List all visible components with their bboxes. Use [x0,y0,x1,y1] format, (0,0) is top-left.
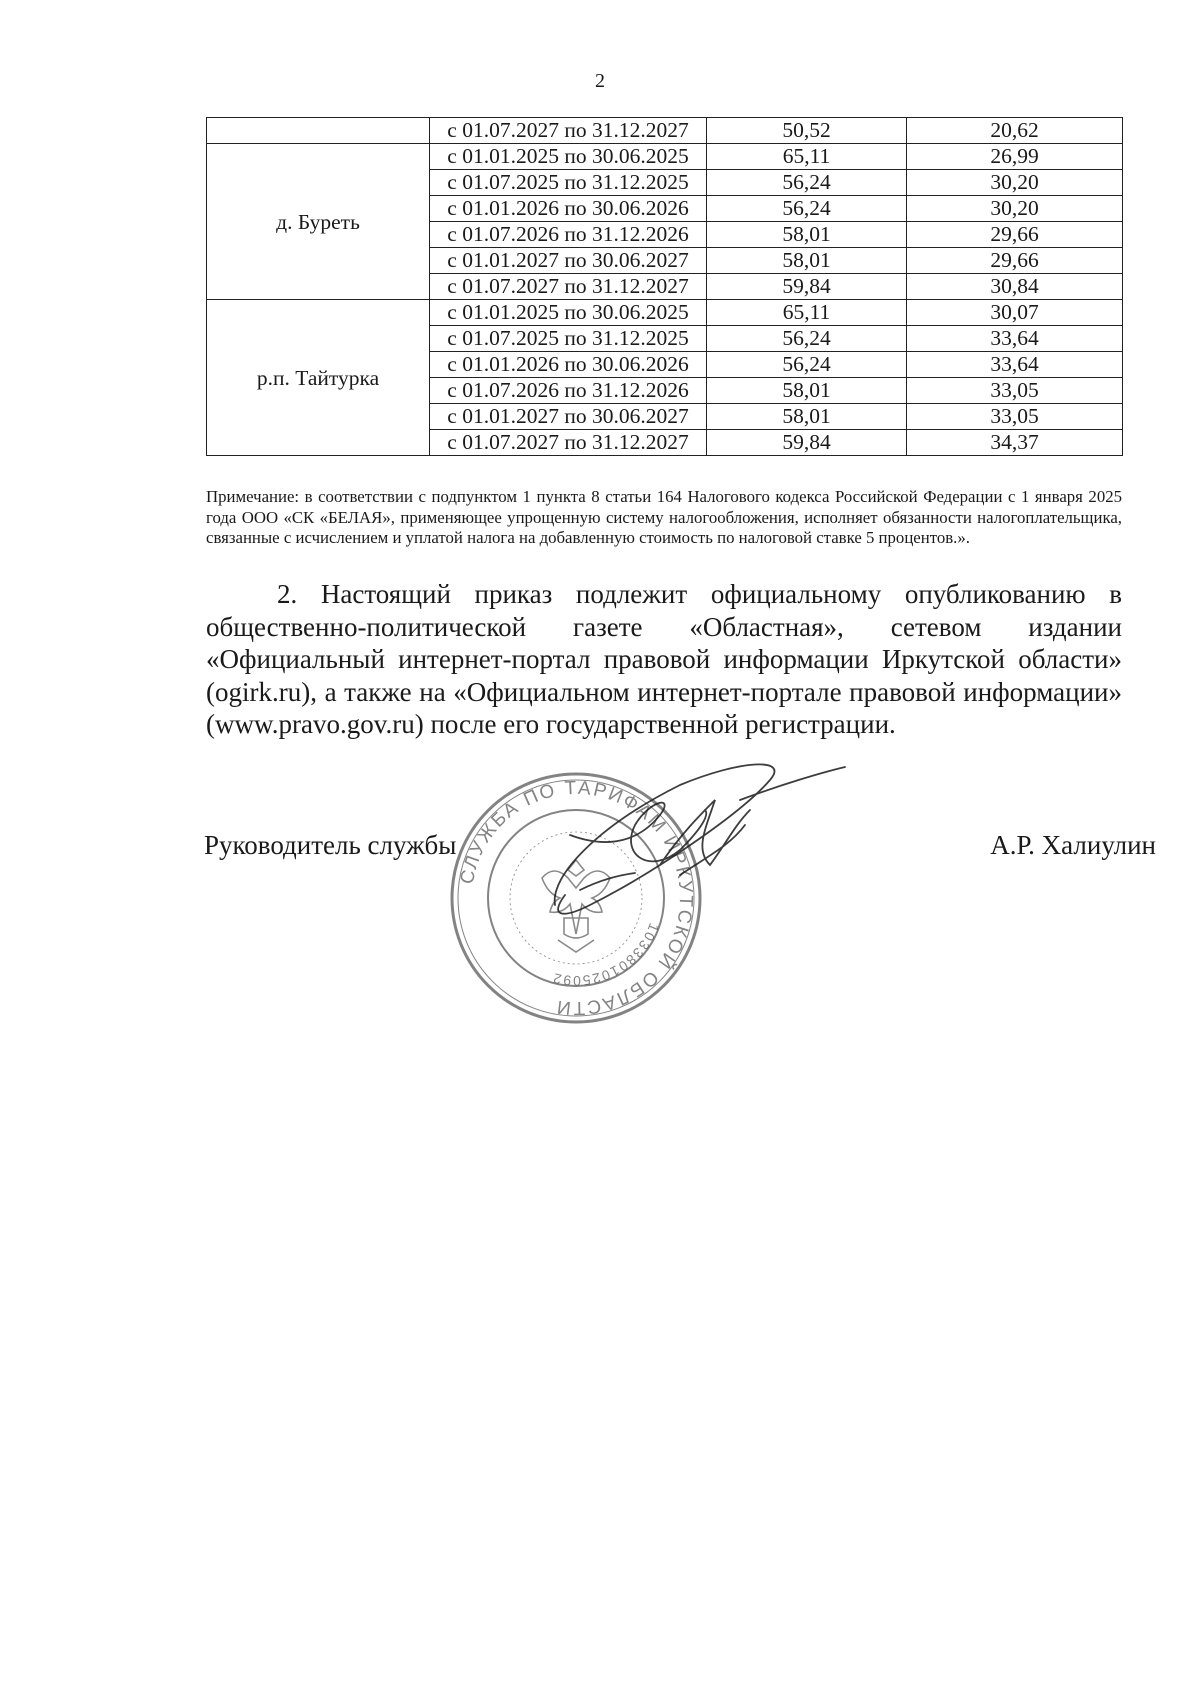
period-cell: с 01.07.2025 по 31.12.2025 [430,326,707,352]
period-cell: с 01.01.2027 по 30.06.2027 [430,248,707,274]
tariff-value-2-cell: 30,07 [907,300,1123,326]
tariff-value-1-cell: 50,52 [707,118,907,144]
period-cell: с 01.07.2027 по 31.12.2027 [430,430,707,456]
tariff-value-1-cell: 56,24 [707,352,907,378]
tariff-value-1-cell: 56,24 [707,196,907,222]
tariff-value-1-cell: 56,24 [707,170,907,196]
tariff-table [206,117,1123,456]
tariff-value-2-cell: 26,99 [907,144,1123,170]
tariff-table-body [207,118,1123,456]
period-cell: с 01.07.2027 по 31.12.2027 [430,118,707,144]
tariff-value-1-cell: 58,01 [707,404,907,430]
tariff-value-1-cell: 65,11 [707,144,907,170]
tariff-value-1-cell: 59,84 [707,274,907,300]
tariff-value-2-cell: 33,64 [907,326,1123,352]
location-cell: р.п. Тайтурка [207,300,430,456]
tariff-value-2-cell: 33,64 [907,352,1123,378]
tariff-value-2-cell: 20,62 [907,118,1123,144]
table-row [207,118,1123,144]
tariff-value-2-cell: 29,66 [907,222,1123,248]
seal-outer-text: СЛУЖБА ПО ТАРИФАМ ИРКУТСКОЙ ОБЛАСТИ [456,777,697,1019]
tariff-value-1-cell: 59,84 [707,430,907,456]
page-number: 2 [595,70,605,92]
tariff-value-1-cell: 58,01 [707,222,907,248]
tax-note: Примечание: в соответствии с подпунктом 1 пункта 8 статьи 164 Налогового кодекса Российской Федерации с 1 января 2025 года ООО «СК «БЕЛАЯ», применяющее упрощенную систему налогообложения, исполняет обязанности налогоплательщика, связанные с исчислением и уплатой налога на добавленную стоимость по налоговой ставке 5 процентов.». [206,487,1122,547]
seal-ogrn-text: 1033801025092 [550,921,663,990]
period-cell: с 01.01.2026 по 30.06.2026 [430,196,707,222]
period-cell: с 01.07.2026 по 31.12.2026 [430,378,707,404]
tariff-value-2-cell: 30,20 [907,196,1123,222]
signatory-name: А.Р. Халиулин [990,830,1156,860]
table-row [207,144,1123,170]
tariff-value-2-cell: 34,37 [907,430,1123,456]
period-cell: с 01.01.2025 по 30.06.2025 [430,144,707,170]
tariff-value-1-cell: 56,24 [707,326,907,352]
location-cell [207,118,430,144]
period-cell: с 01.01.2027 по 30.06.2027 [430,404,707,430]
tariff-value-2-cell: 33,05 [907,378,1123,404]
period-cell: с 01.01.2025 по 30.06.2025 [430,300,707,326]
period-cell: с 01.07.2025 по 31.12.2025 [430,170,707,196]
tariff-value-1-cell: 65,11 [707,300,907,326]
handwritten-signature [510,755,850,945]
signatory-title: Руководитель службы [204,830,457,860]
tariff-value-2-cell: 30,84 [907,274,1123,300]
period-cell: с 01.07.2027 по 31.12.2027 [430,274,707,300]
period-cell: с 01.01.2026 по 30.06.2026 [430,352,707,378]
publication-paragraph: 2. Настоящий приказ подлежит официальному опубликованию в общественно-политической газете «Областная», сетевом издании «Официальный интернет-портал правовой информации Иркутской области» (ogirk.ru), а также на «Официальном интернет-портале правовой информации» (www.pravo.gov.ru) после его государственной регистрации. [206,579,1122,739]
tariff-value-2-cell: 30,20 [907,170,1123,196]
location-cell: д. Буреть [207,144,430,300]
tariff-value-2-cell: 29,66 [907,248,1123,274]
tariff-value-2-cell: 33,05 [907,404,1123,430]
tariff-value-1-cell: 58,01 [707,248,907,274]
period-cell: с 01.07.2026 по 31.12.2026 [430,222,707,248]
table-row [207,300,1123,326]
tariff-value-1-cell: 58,01 [707,378,907,404]
